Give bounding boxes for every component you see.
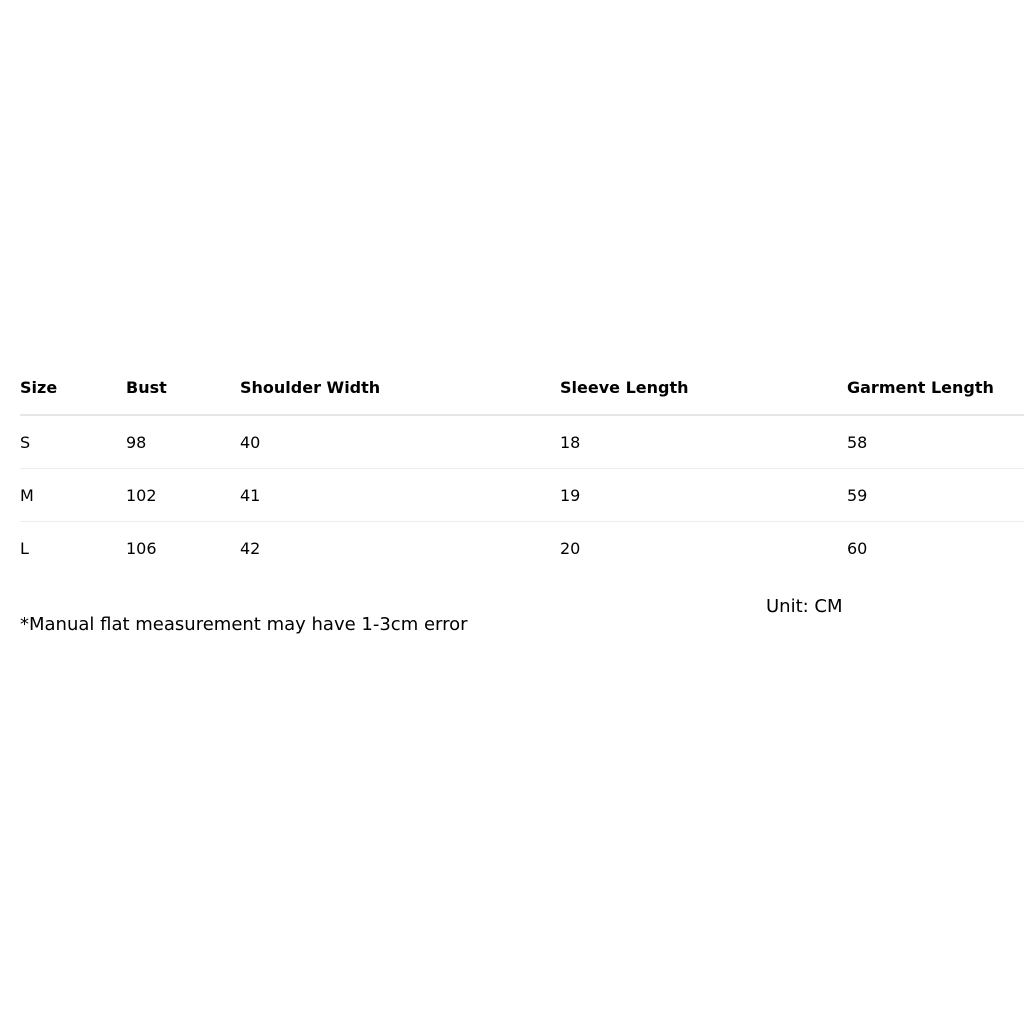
cell-garment-length: 58 bbox=[847, 415, 1024, 469]
header-sleeve-length: Sleeve Length bbox=[560, 360, 847, 415]
unit-note: Unit: CM bbox=[766, 596, 843, 617]
header-bust: Bust bbox=[126, 360, 240, 415]
header-garment-length: Garment Length bbox=[847, 360, 1024, 415]
cell-shoulder-width: 42 bbox=[240, 538, 261, 558]
cell-sleeve-length: 20 bbox=[560, 538, 581, 558]
header-size: Size bbox=[20, 360, 126, 415]
table-row bbox=[20, 469, 1024, 522]
cell-garment-length: 59 bbox=[847, 469, 1024, 522]
cell-bust: 106 bbox=[126, 538, 157, 558]
header-row bbox=[20, 360, 1024, 415]
size-chart bbox=[20, 360, 1024, 574]
size-table bbox=[20, 360, 1024, 574]
table-row bbox=[20, 415, 1024, 469]
cell-bust: 102 bbox=[126, 469, 240, 522]
header-shoulder-width: Shoulder Width bbox=[240, 360, 560, 415]
measurement-disclaimer: *Manual flat measurement may have 1-3cm error bbox=[20, 614, 468, 635]
cell-size: L bbox=[20, 538, 29, 558]
cell-sleeve-length: 18 bbox=[560, 415, 847, 469]
cell-bust: 98 bbox=[126, 415, 240, 469]
cell-size: S bbox=[20, 415, 126, 469]
cell-sleeve-length: 19 bbox=[560, 469, 847, 522]
cell-shoulder-width: 41 bbox=[240, 469, 560, 522]
cell-size: M bbox=[20, 469, 126, 522]
table-row bbox=[20, 522, 1024, 575]
cell-garment-length: 60 bbox=[847, 538, 868, 558]
cell-shoulder-width: 40 bbox=[240, 415, 560, 469]
